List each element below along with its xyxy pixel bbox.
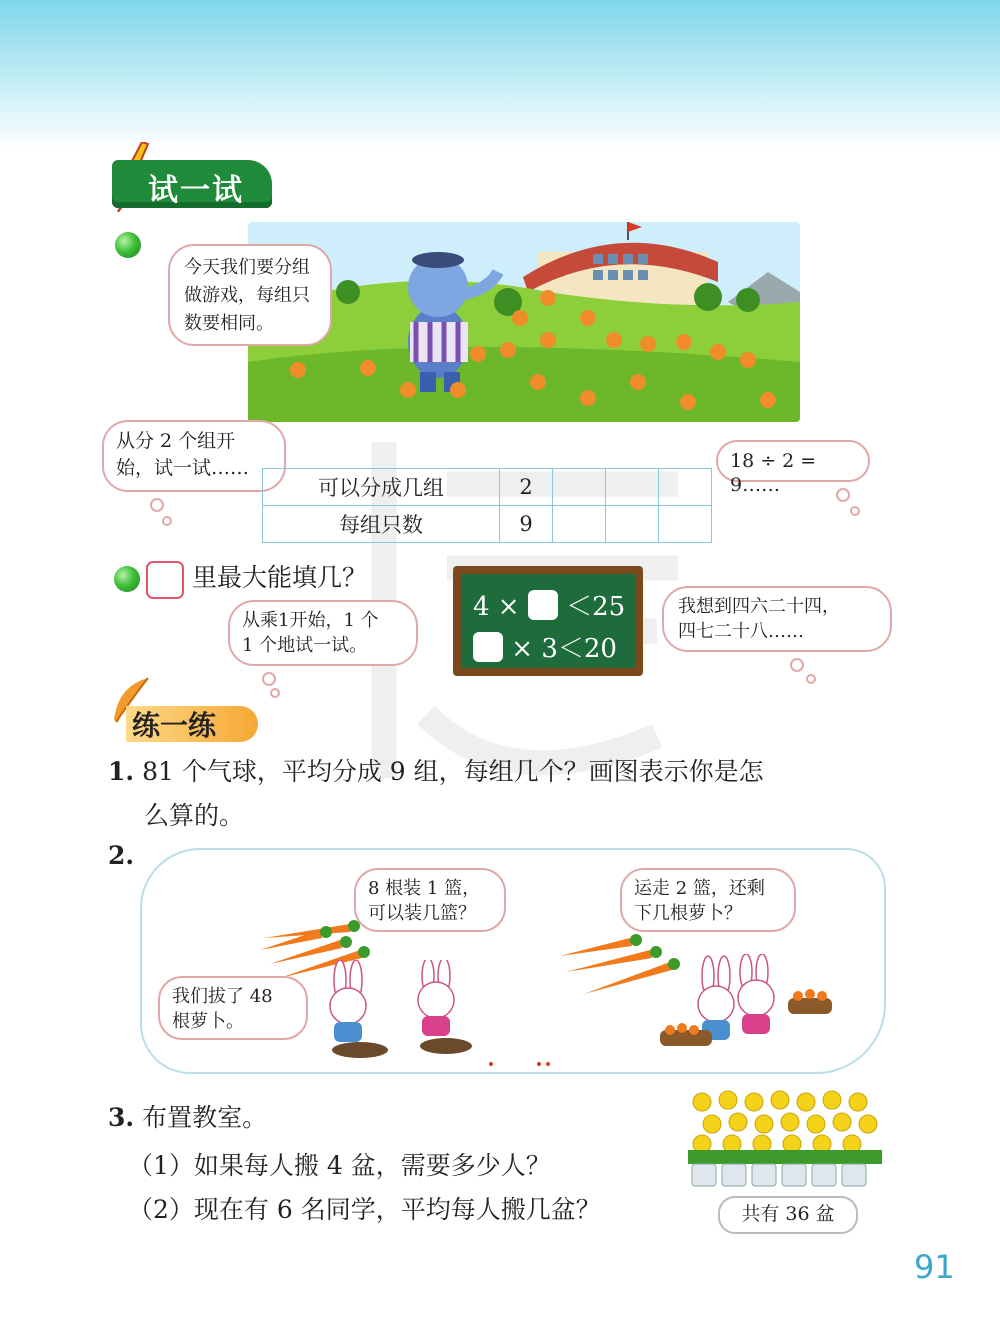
table-cell: 2 bbox=[500, 469, 553, 506]
table-cell bbox=[606, 469, 659, 506]
table-cell bbox=[659, 506, 712, 543]
table-cell bbox=[606, 506, 659, 543]
table-cell: 9 bbox=[500, 506, 553, 543]
bubble-8-per-basket bbox=[354, 868, 506, 932]
bubble-line: 数要相同。 bbox=[184, 313, 274, 334]
table-cell bbox=[553, 469, 606, 506]
exercise-number: 3. bbox=[108, 1103, 135, 1132]
board-line-2 bbox=[473, 628, 617, 665]
section-practice-header bbox=[126, 706, 258, 742]
bubble-line: 四七二十八…… bbox=[678, 621, 804, 642]
blank-box bbox=[473, 632, 503, 662]
board-text: × 3＜20 bbox=[511, 634, 617, 664]
ellipsis-dot bbox=[546, 1062, 550, 1066]
bubble-line: 我想到四六二十四， bbox=[678, 596, 840, 617]
group-table bbox=[262, 468, 712, 543]
elephant-speech-bubble bbox=[168, 244, 332, 346]
thought-bubble-left bbox=[102, 420, 286, 492]
bubble-line: 8 根装 1 篮， bbox=[368, 878, 481, 899]
table-cell bbox=[659, 469, 712, 506]
board-text: 4 × bbox=[473, 592, 520, 622]
ellipsis-dot bbox=[489, 1062, 493, 1066]
thought-puff bbox=[150, 498, 164, 512]
hint-bubble-right bbox=[662, 586, 892, 652]
bubble-line: 下几根萝卜？ bbox=[634, 903, 742, 924]
bubble-line: 我们拔了 48 bbox=[172, 986, 273, 1007]
thought-puff bbox=[850, 506, 860, 516]
hint-bubble-left bbox=[228, 600, 418, 666]
question-text: 里最大能填几？ bbox=[191, 563, 367, 592]
table-cell-label: 可以分成几组 bbox=[263, 469, 500, 506]
table-row bbox=[263, 506, 712, 543]
section-practice-title: 练一练 bbox=[132, 709, 217, 742]
bubble-line: 根萝卜。 bbox=[172, 1011, 244, 1032]
bubble-pulled-48 bbox=[158, 976, 308, 1040]
exercise-1-line-2: 么算的。 bbox=[144, 801, 245, 830]
thought-puff bbox=[262, 672, 276, 686]
blank-box bbox=[528, 590, 558, 620]
exercise-2-number: 2. bbox=[108, 841, 135, 870]
exercise-3-q1: （1）如果每人搬 4 盆，需要多少人？ bbox=[128, 1151, 551, 1180]
bubble-2-baskets-left bbox=[620, 868, 796, 932]
thought-puff bbox=[270, 688, 280, 698]
exercise-text: 81 个气球，平均分成 9 组，每组几个？画图表示你是怎 bbox=[142, 757, 764, 786]
flower-pots-icon bbox=[688, 1088, 882, 1194]
bubble-line: 做游戏，每组只 bbox=[184, 285, 310, 306]
bullet-dot-icon bbox=[114, 566, 140, 592]
table-cell-label: 每组只数 bbox=[263, 506, 500, 543]
chalkboard-surface bbox=[461, 574, 635, 668]
thought-puff bbox=[162, 516, 172, 526]
bubble-line: 始，试一试…… bbox=[116, 457, 250, 479]
exercise-3-title bbox=[108, 1098, 267, 1138]
bubble-line: 可以装几篮？ bbox=[368, 903, 476, 924]
bubble-line: 从分 2 个组开 bbox=[116, 430, 236, 452]
exercise-number: 1. bbox=[108, 757, 135, 786]
bubble-line: 运走 2 篮，还剩 bbox=[634, 878, 765, 899]
bubble-line: 18 ÷ 2 = 9…… bbox=[730, 450, 817, 496]
thought-bubble-right bbox=[716, 440, 870, 496]
top-gradient-band bbox=[0, 0, 1000, 150]
rabbits-baskets-left bbox=[310, 960, 480, 1060]
table-row bbox=[263, 469, 712, 506]
blank-box bbox=[146, 561, 184, 599]
page-number: 91 bbox=[914, 1248, 955, 1286]
ellipsis-dot bbox=[537, 1062, 541, 1066]
flower-count-label: 共有 36 盆 bbox=[718, 1196, 858, 1234]
board-text: ＜25 bbox=[566, 592, 626, 622]
board-line-1 bbox=[473, 586, 625, 623]
bubble-line: 今天我们要分组 bbox=[184, 257, 310, 278]
exercise-3-q2: （2）现在有 6 名同学，平均每人搬几盆？ bbox=[128, 1195, 601, 1224]
thought-puff bbox=[836, 488, 850, 502]
exercise-1-line-1 bbox=[108, 752, 764, 792]
bubble-line: 从乘1开始，1 个 bbox=[242, 610, 379, 631]
chalkboard bbox=[453, 566, 643, 676]
bubble-line: 1 个地试一试。 bbox=[242, 635, 368, 656]
section-try-title: 试一试 bbox=[148, 173, 244, 208]
thought-puff bbox=[790, 658, 804, 672]
section-try-header bbox=[112, 160, 272, 208]
exercise-text: 布置教室。 bbox=[142, 1103, 268, 1132]
question-max-fill bbox=[146, 558, 367, 599]
rabbits-baskets-right bbox=[656, 954, 836, 1060]
thought-puff bbox=[806, 674, 816, 684]
table-cell bbox=[553, 506, 606, 543]
bullet-dot-icon bbox=[115, 232, 141, 258]
